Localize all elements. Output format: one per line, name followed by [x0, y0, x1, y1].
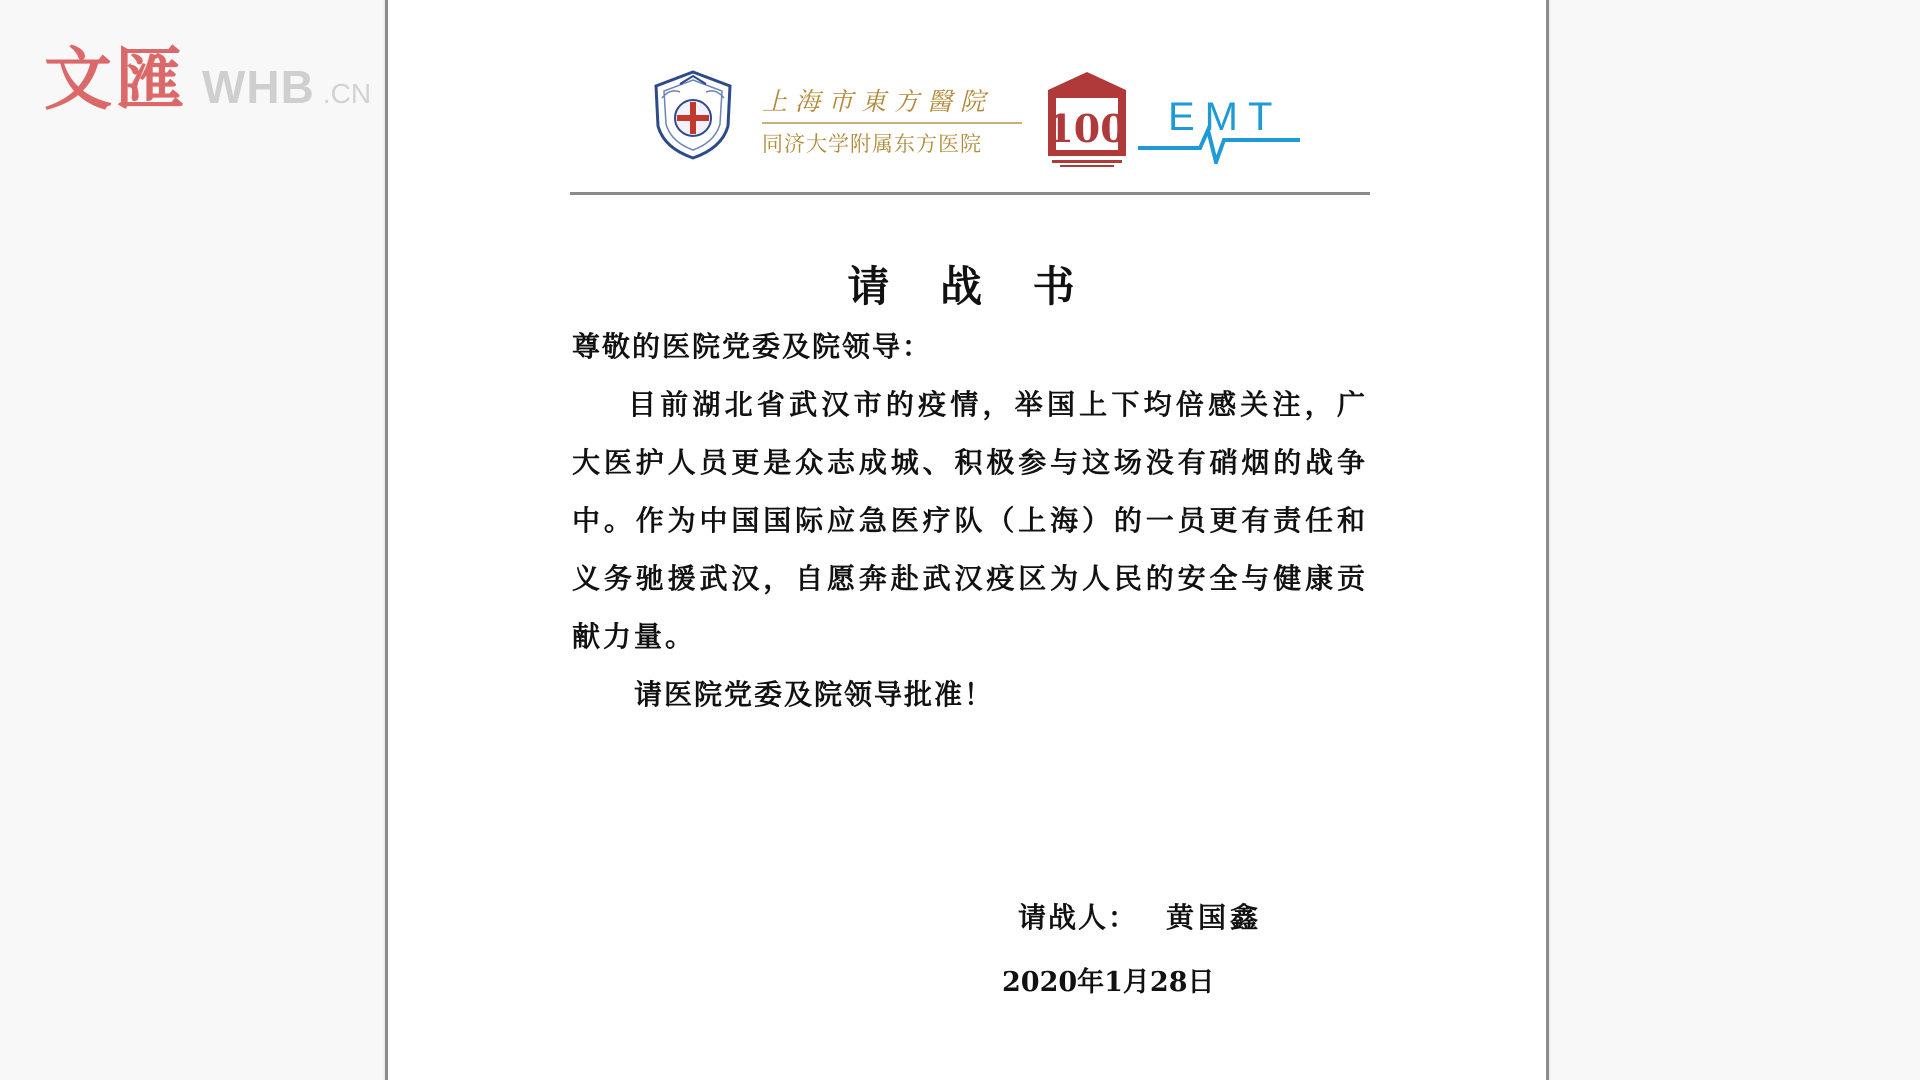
letterhead-divider	[570, 192, 1370, 195]
signature-name: 黄国鑫	[1166, 901, 1263, 934]
letterhead	[650, 68, 1300, 168]
university-seal-icon	[650, 68, 736, 160]
centennial-building-logo-icon	[1042, 68, 1132, 170]
signature-label: 请战人：	[1018, 901, 1139, 934]
letter-page	[385, 0, 1549, 1080]
hospital-name-divider	[762, 122, 1022, 124]
letter-title: 请 战 书	[847, 262, 1093, 311]
letter-signature	[1018, 896, 1262, 936]
letter-request: 请医院党委及院领导批准！	[634, 678, 995, 711]
hospital-name-affiliation: 同济大学附属东方医院	[762, 133, 982, 156]
letter-paragraph: 目前湖北省武汉市的疫情，举国上下均倍感关注，广大医护人员更是众志成城、积极参与这场没有硝烟的战争中。作为中国国际应急医疗队（上海）的一员更有责任和义务驰援武汉，自愿奔赴武汉疫区为人民的安全与健康贡献力量。	[572, 388, 1368, 653]
watermark-han-text: 文匯	[44, 40, 189, 120]
watermark-suffix-text: .CN	[322, 78, 372, 109]
letter-salutation: 尊敬的医院党委及院领导：	[572, 330, 933, 363]
letter-body	[572, 318, 1368, 724]
hospital-names	[762, 82, 1022, 158]
watermark-latin-text: WHB	[202, 61, 315, 113]
letter-date: 2020年1月28日	[1002, 967, 1215, 998]
whb-watermark-logo	[44, 26, 371, 123]
emt-logo-icon	[1138, 86, 1300, 164]
centennial-number: 100	[1047, 106, 1127, 151]
hospital-name-traditional: 上海市東方醫院	[762, 87, 994, 116]
emt-logo-text: EMT	[1168, 95, 1283, 139]
